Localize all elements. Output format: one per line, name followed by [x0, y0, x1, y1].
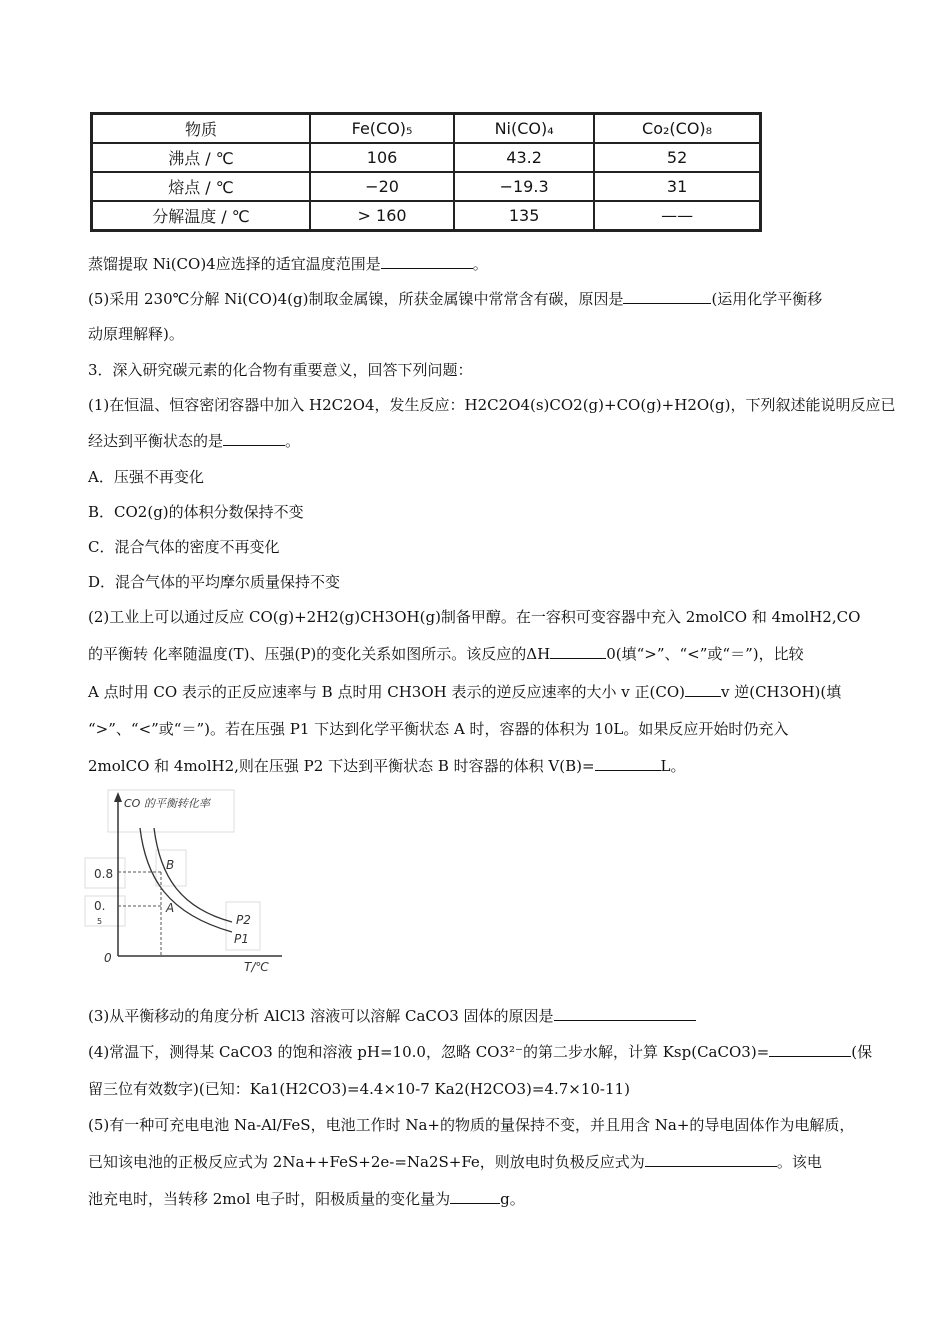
q3-5-text: 已知该电池的正极反应式为 2Na++FeS+2e-=Na2S+Fe，则放电时负极反应式为	[88, 1153, 645, 1171]
q3-2-text: A 点时用 CO 表示的正反应速率与 B 点时用 CH3OH 表示的逆反应速率的大小 v 正(CO)	[88, 683, 685, 701]
table-cell: > 160	[310, 201, 454, 231]
q3-4-text: (4)常温下，测得某 CaCO3 的饱和溶液 pH=10.0，忽略 CO3²⁻的第二步水解，计算 Ksp(CaCO3)=	[88, 1043, 770, 1061]
table-cell: 沸点 / ℃	[92, 143, 311, 172]
table-cell: −20	[310, 172, 454, 201]
y-axis-arrow	[114, 792, 122, 802]
answer-blank[interactable]	[645, 1152, 777, 1167]
table-cell: ——	[594, 201, 760, 231]
option-d: D．混合气体的平均摩尔质量保持不变	[88, 573, 341, 591]
answer-blank[interactable]	[595, 756, 661, 771]
point-b-label: B	[166, 858, 175, 872]
table-row	[92, 172, 761, 201]
q3-2-text: 2molCO 和 4molH2,则在压强 P2 下达到平衡状态 B 时容器的体积 V(B)=	[88, 757, 595, 775]
q3-5-line-1: (5)有一种可充电电池 Na-Al/FeS，电池工作时 Na+的物质的量保持不变，并且用含 Na+的导电固体作为电解质，	[88, 1116, 855, 1134]
q3-2-tail: 0(填“>”、“<”或“＝”)，比较	[606, 645, 804, 663]
q3-2-line-5	[88, 756, 686, 776]
q3-5-text: 池充电时，当转移 2mol 电子时，阳极质量的变化量为	[88, 1190, 451, 1208]
q2-4-text: 蒸馏提取 Ni(CO)4应选择的适宜温度范围是	[88, 255, 381, 273]
q3-2-line-3	[88, 682, 841, 702]
q3-4-line-1	[88, 1042, 872, 1062]
q3-2-tail: L。	[660, 757, 686, 775]
q3-3-line	[88, 1006, 696, 1026]
answer-blank[interactable]	[623, 289, 711, 304]
option-c: C．混合气体的密度不再变化	[88, 538, 280, 556]
table-cell: 43.2	[454, 143, 594, 172]
y-tick-label-low-cut: 5	[97, 917, 103, 926]
origin-label: 0	[104, 951, 112, 965]
q3-5-line-3	[88, 1189, 525, 1209]
q2-5-line-2: 动原理解释)。	[88, 325, 184, 343]
point-a-label: A	[166, 901, 175, 915]
answer-blank[interactable]	[685, 682, 721, 697]
q3-2-tail: v 逆(CH3OH)(填	[720, 683, 842, 701]
y-tick-label-low: 0.	[94, 899, 106, 913]
y-axis-label: CO 的平衡转化率	[124, 797, 210, 810]
q3-5-tail: g。	[500, 1190, 525, 1208]
answer-blank[interactable]	[769, 1042, 851, 1057]
q2-5-line-1	[88, 289, 822, 309]
properties-table	[90, 112, 762, 232]
q3-2-line-4: “>”、“<”或“＝”)。若在压强 P1 下达到化学平衡状态 A 时，容器的体积为 10L。如果反应开始时仍充入	[88, 720, 789, 738]
curve-p2-label: P2	[236, 913, 251, 927]
option-a: A．压强不再变化	[88, 468, 204, 486]
conversion-rate-figure	[82, 786, 286, 976]
table-row	[92, 201, 761, 231]
table-cell: −19.3	[454, 172, 594, 201]
q3-1-line-1: (1)在恒温、恒容密闭容器中加入 H2C2O4，发生反应：H2C2O4(s)CO2(g)+CO(g)+H2O(g)，下列叙述能说明反应已	[88, 396, 896, 414]
table-header-cell: Ni(CO)₄	[454, 114, 594, 144]
table-cell: 106	[310, 143, 454, 172]
q2-5-tail: (运用化学平衡移	[711, 290, 823, 308]
x-axis-label: T/℃	[244, 960, 269, 974]
curve-p1-label: P1	[234, 932, 249, 946]
q3-2-text: 的平衡转 化率随温度(T)、压强(P)的变化关系如图所示。该反应的ΔH	[88, 645, 551, 663]
table-cell: 135	[454, 201, 594, 231]
q2-4-line: 蒸馏提取 Ni(CO)4应选择的适宜温度范围是 。	[88, 255, 488, 273]
table-cell: 分解温度 / ℃	[92, 201, 311, 231]
q3-3-text: (3)从平衡移动的角度分析 AlCl3 溶液可以溶解 CaCO3 固体的原因是	[88, 1007, 554, 1025]
table-cell: 52	[594, 143, 760, 172]
option-b: B．CO2(g)的体积分数保持不变	[88, 503, 304, 521]
table-row	[92, 143, 761, 172]
table-header-row	[92, 114, 761, 144]
q2-5-text: (5)采用 230℃分解 Ni(CO)4(g)制取金属镍，所获金属镍中常常含有碳，原因是	[88, 290, 624, 308]
q3-intro: 3．深入研究碳元素的化合物有重要意义，回答下列问题：	[88, 361, 473, 379]
table-header-cell: 物质	[92, 114, 311, 144]
table-header-cell: Fe(CO)₅	[310, 114, 454, 144]
q3-5-tail: 。该电	[776, 1153, 822, 1171]
answer-blank[interactable]	[450, 1189, 500, 1204]
answer-blank[interactable]	[554, 1006, 696, 1021]
table-cell: 熔点 / ℃	[92, 172, 311, 201]
answer-blank[interactable]	[550, 644, 606, 659]
answer-blank[interactable]	[223, 431, 285, 446]
q3-1-text: 经达到平衡状态的是	[88, 432, 224, 450]
table-cell: 31	[594, 172, 760, 201]
q3-4-line-2: 留三位有效数字)(已知：Ka1(H2CO3)=4.4×10-7 Ka2(H2CO3)=4.7×10-11)	[88, 1080, 630, 1098]
answer-blank[interactable]	[381, 254, 473, 269]
y-tick-label-high: 0.8	[94, 867, 114, 881]
table-header-cell: Co₂(CO)₈	[594, 114, 760, 144]
q3-4-tail: (保	[851, 1043, 873, 1061]
q3-2-line-2	[88, 644, 804, 664]
q3-1-line-2: 经达到平衡状态的是 。	[88, 432, 301, 450]
q3-2-line-1: (2)工业上可以通过反应 CO(g)+2H2(g)CH3OH(g)制备甲醇。在一容积可变容器中充入 2molCO 和 4molH2,CO	[88, 608, 861, 626]
q3-5-line-2	[88, 1152, 822, 1172]
